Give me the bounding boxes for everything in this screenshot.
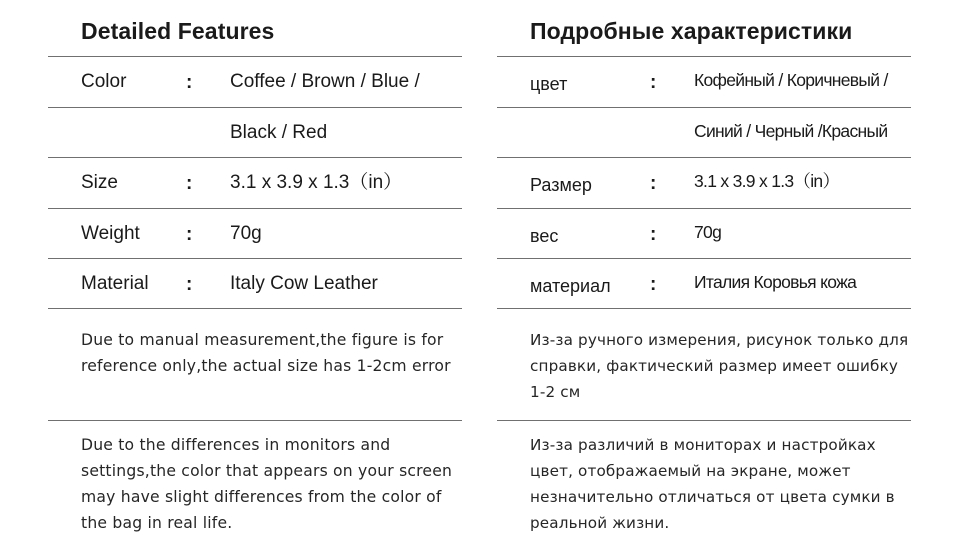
spec-label: Size [81,172,118,193]
spec-colon: : [650,274,657,295]
spec-row-color [497,57,911,107]
spec-colon: : [186,224,193,245]
spec-colon: : [186,274,193,295]
spec-row-material [497,259,911,309]
measurement-note: Из-за ручного измерения, рисунок только для справки, фактический размер имеет ошибку 1-2 см [530,331,909,401]
divider [497,308,911,309]
spec-row-material [48,259,462,309]
measurement-note: Due to manual measurement,the figure is for reference only,the actual size has 1-2cm error [81,331,451,375]
spec-colon: : [186,72,193,93]
spec-label: материал [530,276,611,296]
spec-value: Italy Cow Leather [230,273,378,294]
spec-label: Material [81,273,149,294]
spec-value: Синий / Черный /Красный [694,121,888,141]
spec-label: Color [81,71,127,92]
spec-value: 3.1 x 3.9 x 1.3（in） [230,172,403,193]
section-title: Подробные характеристики [530,18,853,44]
spec-label: цвет [530,74,568,94]
spec-value: Кофейный / Коричневый / [694,70,888,90]
divider [497,420,911,421]
spec-row-size [497,158,911,208]
spec-label: Размер [530,175,592,195]
divider [48,308,462,309]
spec-value: Black / Red [230,122,328,143]
spec-row-color-cont [497,108,911,158]
spec-colon: : [650,72,657,93]
spec-colon: : [650,224,657,245]
spec-value: Coffee / Brown / Blue / [230,71,420,92]
spec-value: 3.1 x 3.9 x 1.3（in） [694,171,840,191]
spec-value: 70g [230,223,262,244]
spec-row-weight [497,209,911,259]
spec-value: Италия Коровья кожа [694,272,857,292]
spec-value: 70g [694,222,722,242]
section-title: Detailed Features [81,18,275,44]
spec-row-size [48,158,462,208]
spec-colon: : [650,173,657,194]
divider [48,420,462,421]
spec-label: Weight [81,223,140,244]
color-note: Из-за различий в мониторах и настройках цвет, отображаемый на экране, может незначительно отличаться от цвета сумки в реальной жизни. [530,436,895,532]
spec-colon: : [186,173,193,194]
spec-row-weight [48,209,462,259]
spec-row-color [48,57,462,107]
spec-row-color-cont [48,108,462,158]
spec-label: вес [530,226,559,246]
color-note: Due to the differences in monitors and settings,the color that appears on your screen may have slight differences from the color of the bag in real life. [81,436,453,532]
